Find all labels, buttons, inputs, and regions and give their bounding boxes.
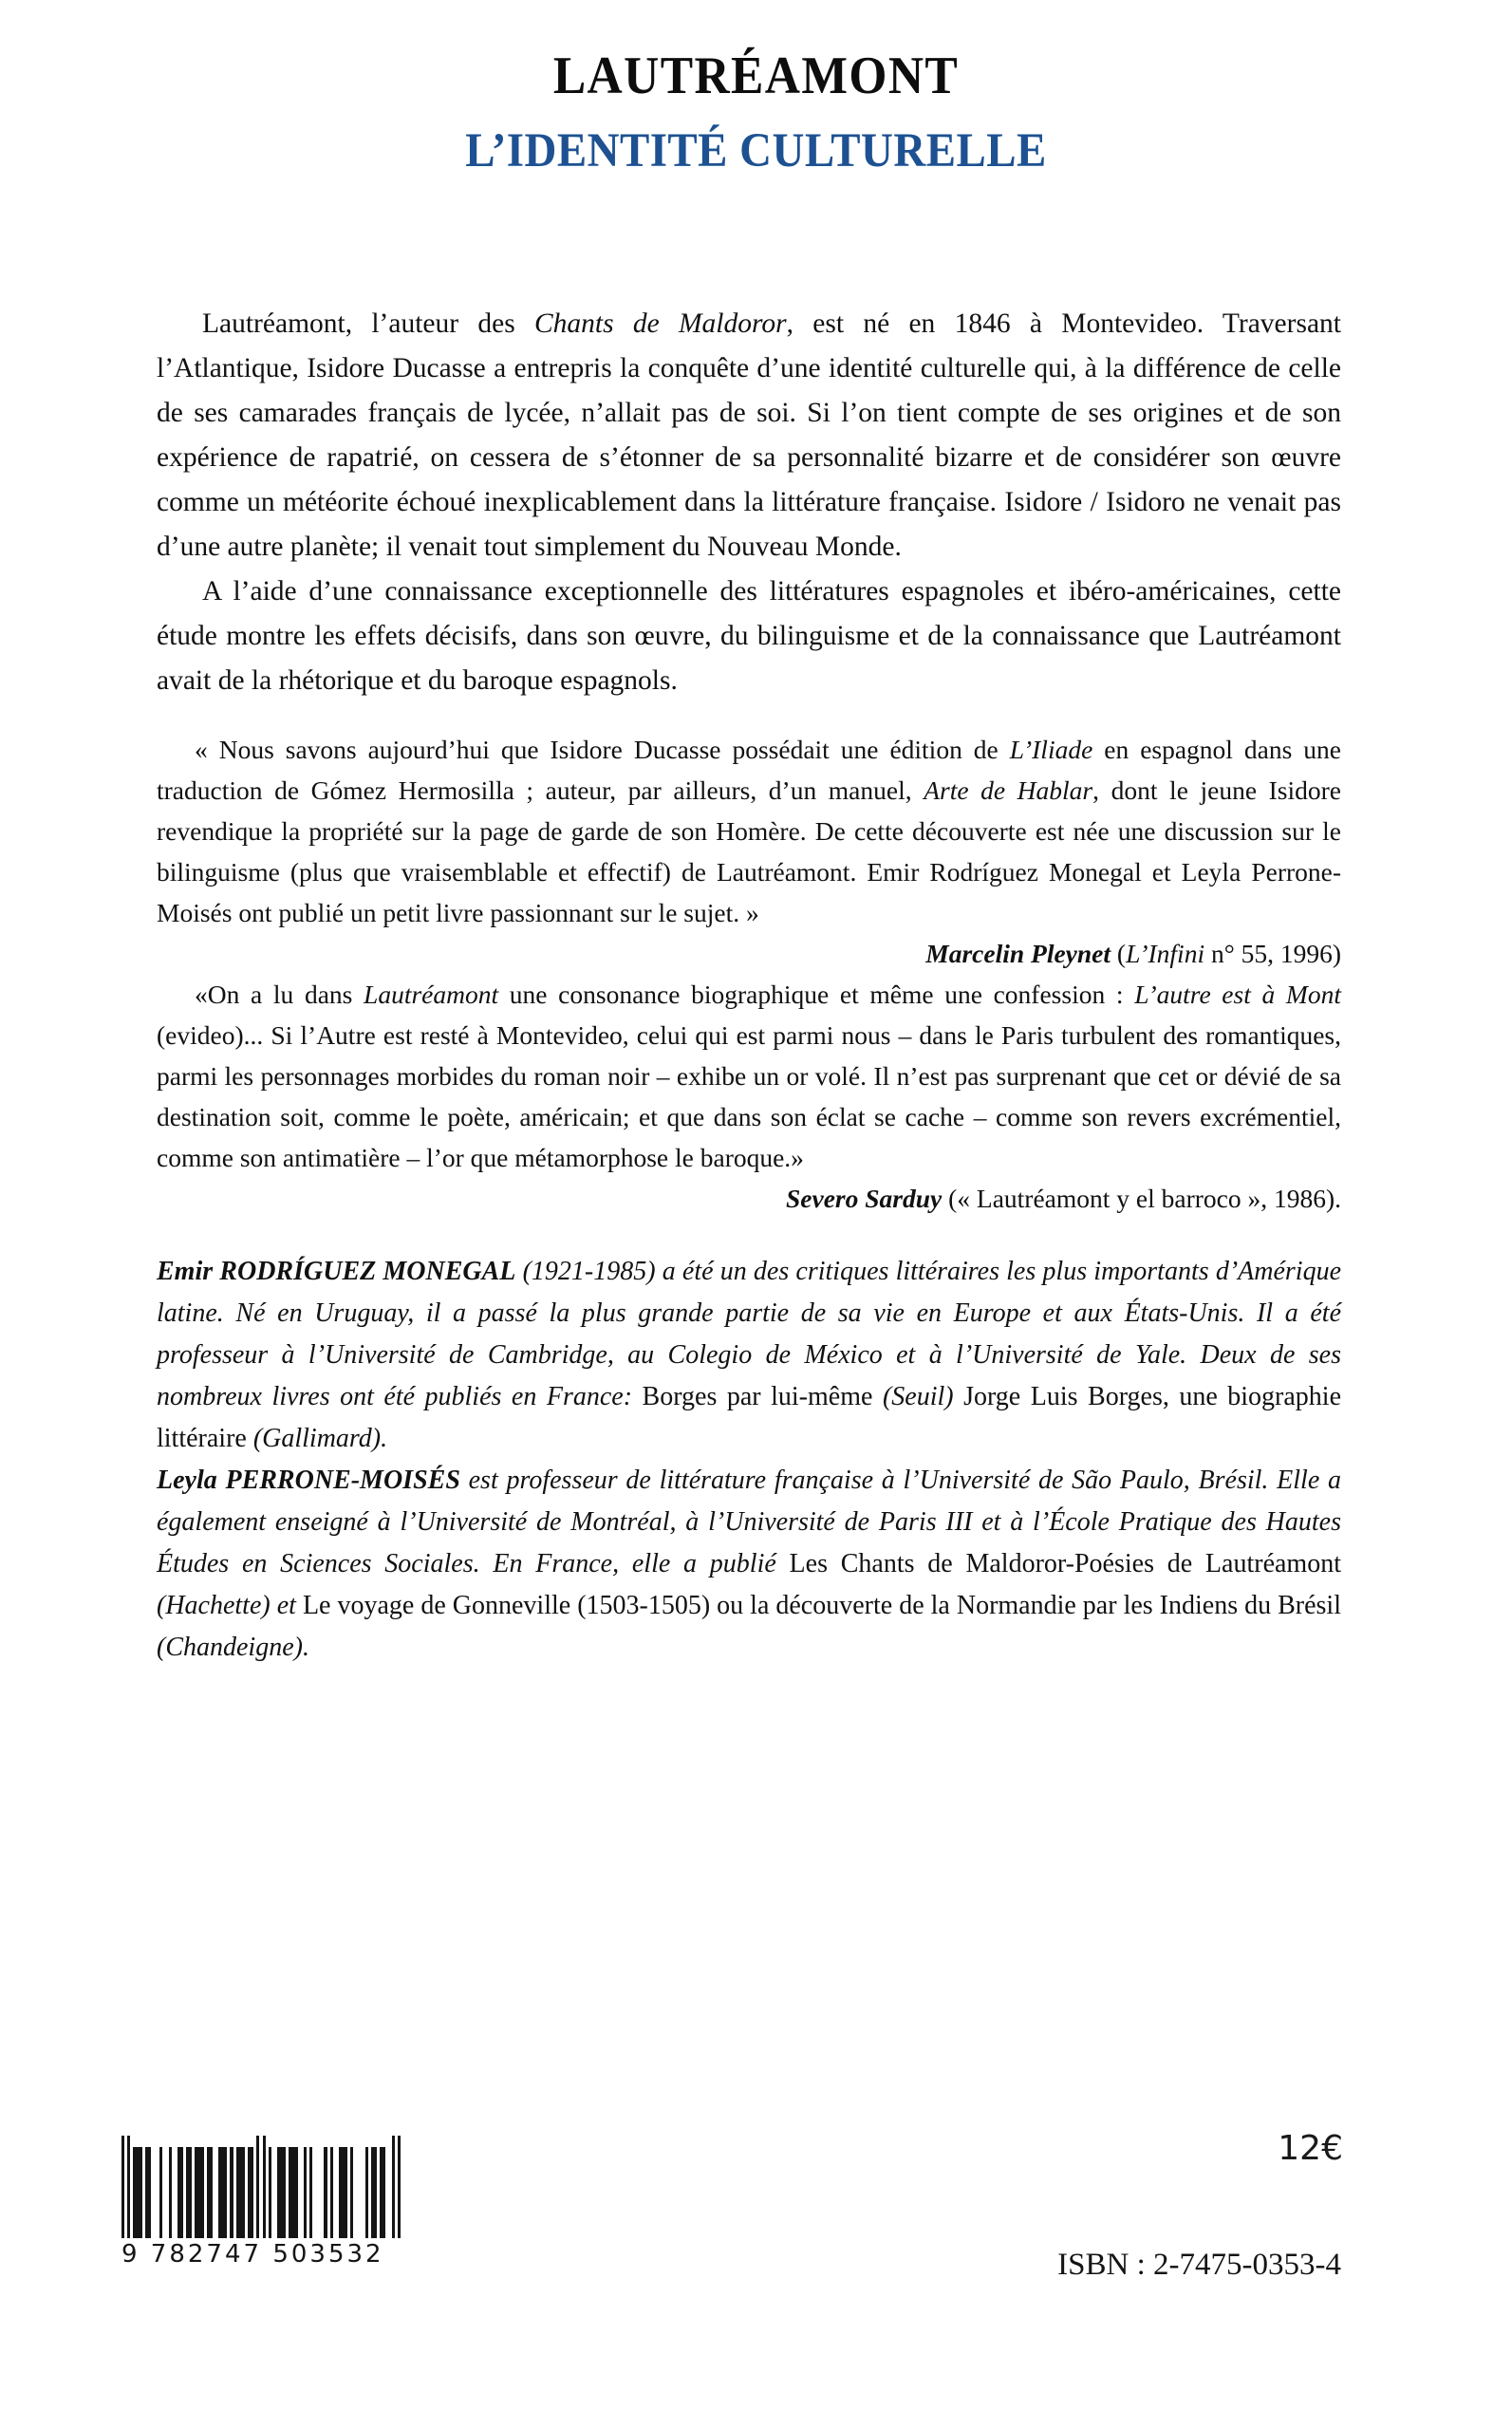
quote2-seg-a: «On a lu dans bbox=[195, 980, 364, 1009]
bio-perrone-work-1: Les Chants de Maldoror-Poésies de Lautréamont bbox=[789, 1549, 1341, 1578]
work-title-chants-de-maldoror: Chants de Maldoror bbox=[533, 308, 787, 339]
barcode-bars bbox=[121, 2136, 435, 2238]
quote1-author: Marcelin Pleynet bbox=[925, 939, 1111, 968]
quote-attribution-pleynet bbox=[157, 933, 1341, 974]
quote1-seg-c: , dont le jeune Isidore revendique la propriété sur la page de garde de son Homère. De cette découverte est née une discussion sur le bilinguisme (plus que vraisemblable et effectif) de Lautréamont. Emir Rodríguez Monegal et Leyla Perrone-Moisés ont publié un petit livre passionnant sur le sujet. » bbox=[157, 775, 1341, 927]
quote-text-pleynet bbox=[157, 729, 1341, 933]
quote2-seg-b: une consonance biographique et même une confession : bbox=[498, 980, 1135, 1009]
isbn-label: ISBN : 2-7475-0353-4 bbox=[1057, 2248, 1341, 2282]
quote-text-sarduy bbox=[157, 974, 1341, 1178]
bio-perrone-text: est professeur de littérature française à l’Université de São Paulo, Brésil. Elle a également enseigné à l’Université de Montréal, à l’Université de Paris III et à l’École Pratique des Hautes Études en Sciences Sociales. En France, elle a publié bbox=[157, 1466, 1341, 1578]
quote2-seg-c: (evideo)... Si l’Autre est resté à Montevideo, celui qui est parmi nous – dans le Paris turbulent des romantiques, parmi les personnages morbides du roman noir – exhibe un or volé. Il n’est pas surprenant que cet or dévié de sa destination soit, comme le poète, américain; et que dans son éclat se cache – comme son revers excrémentiel, comme son antimatière – l’or que métamorphose le baroque.» bbox=[157, 1020, 1341, 1172]
bio-perrone-work-2: Le voyage de Gonneville (1503-1505) ou la découverte de la Normandie par les Indiens du Brésil bbox=[295, 1591, 1341, 1620]
bio-monegal-work-2: Jorge Luis Borges, une biographie littéraire bbox=[157, 1382, 1342, 1453]
cover-title-block bbox=[0, 49, 1512, 176]
quote-block-pleynet bbox=[157, 729, 1341, 974]
author-name-rodriguez-monegal: Emir RODRÍGUEZ MONEGAL bbox=[157, 1257, 516, 1286]
page-subtitle: L’IDENTITÉ CULTURELLE bbox=[465, 124, 1047, 177]
barcode-digits: 9 782747 503532 bbox=[121, 2240, 384, 2269]
quote-block-sarduy bbox=[157, 974, 1341, 1219]
quote1-source-title: L’Infini bbox=[1126, 939, 1205, 968]
blurb-paragraph-1 bbox=[157, 302, 1341, 570]
quote-attribution-sarduy bbox=[157, 1178, 1341, 1219]
quote2-source: (« Lautréamont y el barroco », 1986). bbox=[942, 1184, 1341, 1213]
quote1-source-rest: n° 55, 1996) bbox=[1204, 939, 1341, 968]
bio-monegal-work-1: Borges par lui-même bbox=[642, 1382, 873, 1411]
blurb-p1-lead: Lautréamont, l’auteur des bbox=[202, 308, 534, 339]
quote1-seg-b: en espagnol dans une traduction de Gómez Hermosilla ; auteur, par ailleurs, d’un manuel, bbox=[157, 735, 1341, 805]
back-cover-text-column bbox=[157, 302, 1341, 1669]
bio-monegal-publisher-1: (Seuil) bbox=[872, 1382, 964, 1411]
work-title-lautreamont: Lautréamont bbox=[364, 980, 499, 1009]
bio-monegal-publisher-2: (Gallimard). bbox=[246, 1424, 388, 1453]
author-bio-block bbox=[157, 1251, 1341, 1669]
author-name-perrone-moises: Leyla PERRONE-MOISÉS bbox=[157, 1466, 460, 1495]
blurb-paragraph-2: A l’aide d’une connaissance exceptionnelle des littératures espagnoles et ibéro-américaines, cette étude montre les effets décisifs, dans son œuvre, du bilinguisme et de la connaissance que Lautréamont avait de la rhétorique et du baroque espagnols. bbox=[157, 576, 1341, 696]
bio-perrone-et: et bbox=[270, 1591, 296, 1620]
blurb-p1-rest: , est né en 1846 à Montevideo. Traversant l’Atlantique, Isidore Ducasse a entrepris la conquête d’une identité culturelle qui, à la différence de celle de ses camarades français de lycée, n’allait pas de soi. Si l’on tient compte de ses origines et de son expérience de rapatrié, on cessera de s’étonner de sa personnalité bizarre et de considérer son œuvre comme un météorite échoué inexplicablement dans la littérature française. Isidore / Isidoro ne venait pas d’une autre planète; il venait tout simplement du Nouveau Monde. bbox=[157, 308, 1341, 562]
bio-monegal-text: (1921-1985) a été un des critiques littéraires les plus importants d’Amérique latine. Né en Uruguay, il a passé la plus grande partie de sa vie en Europe et aux États-Unis. Il a été professeur à l’Université de Cambridge, au Colegio de México et à l’Université de Yale. Deux de ses nombreux livres ont été publiés en France: bbox=[157, 1257, 1341, 1411]
quote1-source-open: ( bbox=[1111, 939, 1127, 968]
bio-perrone-publisher-1: (Hachette) bbox=[157, 1591, 271, 1620]
quote1-seg-a: « Nous savons aujourd’hui que Isidore Ducasse possédait une édition de bbox=[195, 735, 1010, 764]
quote2-italic-lautre: L’autre est à Mont bbox=[1134, 980, 1341, 1009]
barcode bbox=[121, 2136, 435, 2269]
price-label: 12€ bbox=[1278, 2129, 1343, 2168]
bio-perrone-publisher-2: (Chandeigne). bbox=[157, 1633, 309, 1662]
work-title-arte-de-hablar: Arte de Hablar bbox=[924, 775, 1093, 805]
page-title: LAUTRÉAMONT bbox=[552, 47, 960, 105]
quote2-author: Severo Sarduy bbox=[785, 1184, 943, 1213]
work-title-iliade: L’Iliade bbox=[1009, 735, 1093, 764]
